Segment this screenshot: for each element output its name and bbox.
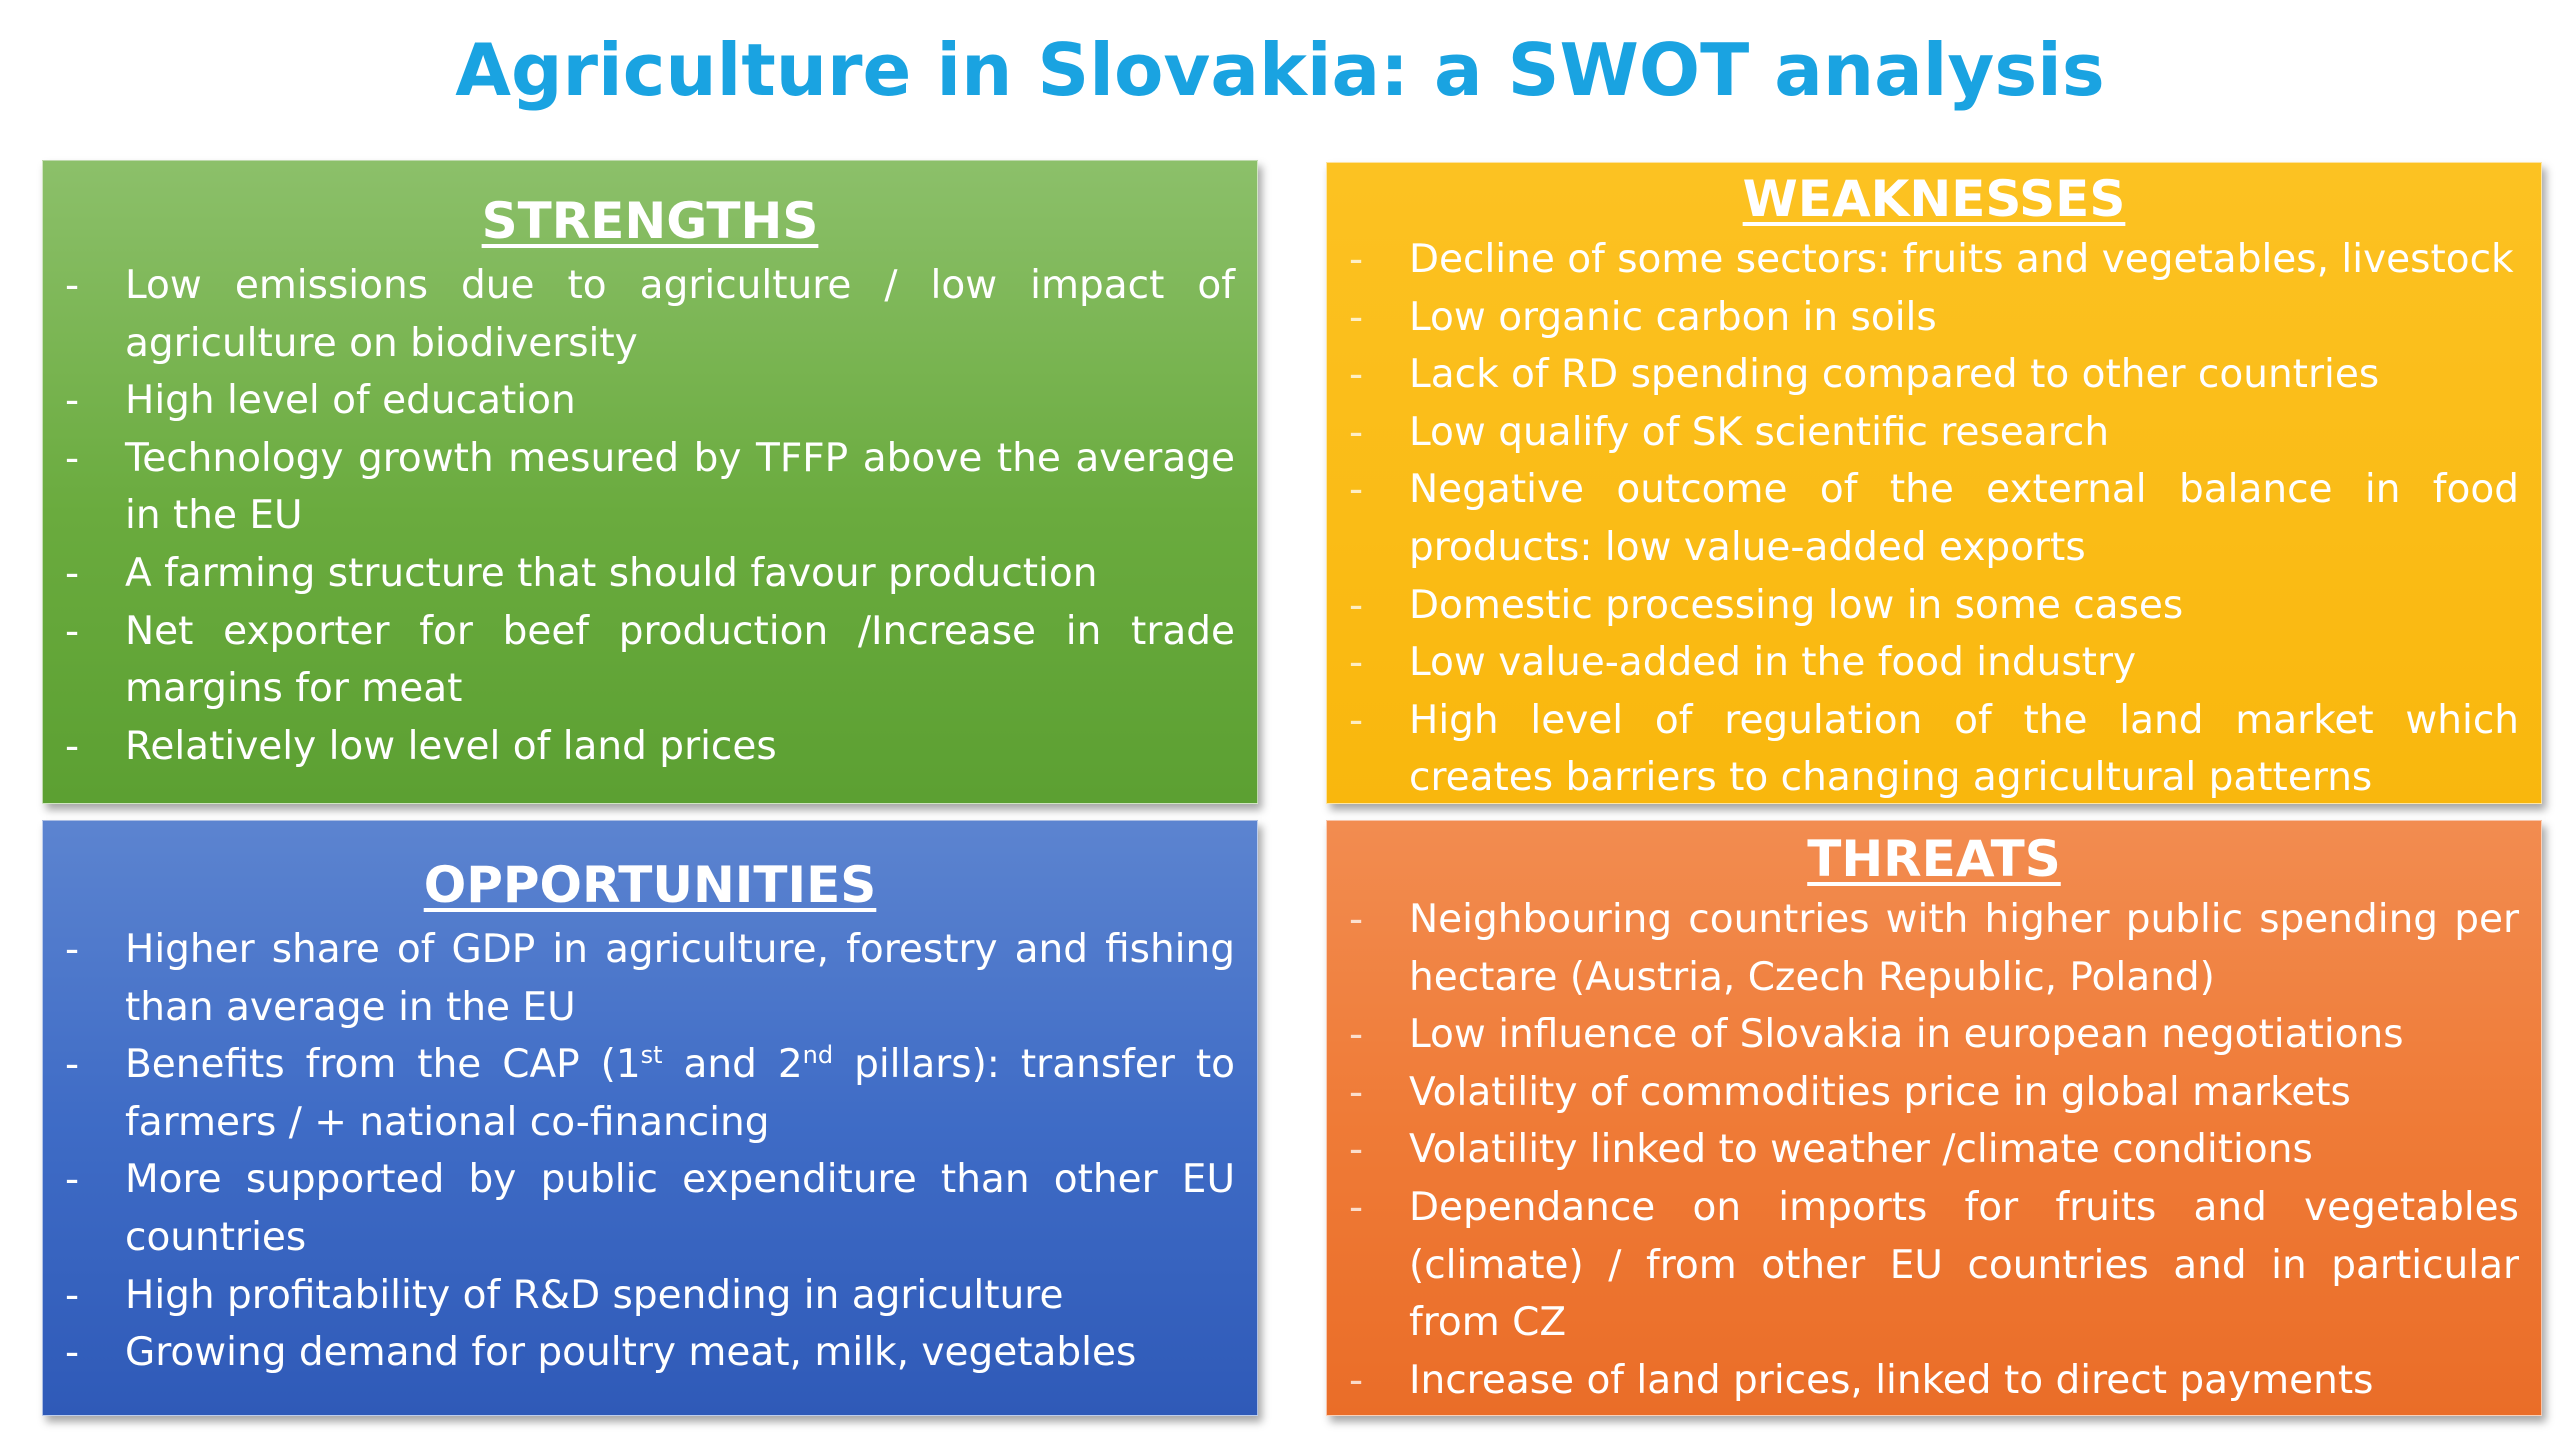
- bullet-dash: -: [1349, 237, 1364, 282]
- opportunities-heading: OPPORTUNITIES: [423, 856, 877, 914]
- strength-item-3: - Technology growth mesured by TFFP above the average in the EU: [65, 430, 1235, 545]
- weakness-item-4: - Low qualify of SK scientific research: [1349, 404, 2519, 462]
- strength-item-4: - A farming structure that should favour production: [65, 545, 1235, 603]
- opportunities-list: [43, 921, 1257, 1382]
- weakness-item-8: - High level of regulation of the land market which creates barriers to changing agricultural patterns: [1349, 692, 2519, 804]
- strengths-list: [43, 257, 1257, 775]
- weakness-item-2: - Low organic carbon in soils: [1349, 289, 2519, 347]
- bullet-dash: -: [65, 378, 80, 424]
- threat-item-1: - Neighbouring countries with higher public spending per hectare (Austria, Czech Republic, Poland): [1349, 891, 2519, 1006]
- bullet-dash: -: [65, 263, 80, 308]
- weakness-item-5: - Negative outcome of the external balance in food products: low value-added exports: [1349, 461, 2519, 576]
- ordinal-suffix: st: [640, 1041, 663, 1070]
- strengths-heading: STRENGTHS: [481, 192, 819, 250]
- threat-item-5: - Dependance on imports for fruits and vegetables (climate) / from other EU countries and in particular from CZ: [1349, 1179, 2519, 1352]
- weakness-item-3: - Lack of RD spending compared to other countries: [1349, 346, 2519, 404]
- bullet-dash: -: [1349, 1184, 1364, 1230]
- weakness-item-6: - Domestic processing low in some cases: [1349, 577, 2519, 635]
- opportunities-box: [42, 820, 1258, 1416]
- weaknesses-heading: WEAKNESSES: [1742, 170, 2126, 228]
- strength-item-6: - Relatively low level of land prices: [65, 718, 1235, 776]
- bullet-dash: -: [1349, 640, 1364, 686]
- ordinal-suffix: nd: [802, 1041, 834, 1070]
- threat-item-4: - Volatility linked to weather /climate conditions: [1349, 1121, 2519, 1179]
- strength-item-5: - Net exporter for beef production /Increase in trade margins for meat: [65, 603, 1235, 718]
- bullet-dash: -: [1349, 467, 1364, 513]
- bullet-dash: -: [65, 1042, 80, 1088]
- opportunity-item-3: - More supported by public expenditure than other EU countries: [65, 1151, 1235, 1266]
- bullet-dash: -: [65, 608, 80, 654]
- threat-item-2: - Low influence of Slovakia in european negotiations: [1349, 1006, 2519, 1064]
- bullet-dash: -: [1349, 1357, 1364, 1403]
- bullet-dash: -: [65, 435, 80, 481]
- weakness-item-7: - Low value-added in the food industry: [1349, 634, 2519, 692]
- bullet-dash: -: [1349, 352, 1364, 398]
- strength-item-2: - High level of education: [65, 372, 1235, 430]
- threats-heading: THREATS: [1807, 830, 2061, 888]
- bullet-dash: -: [1349, 582, 1364, 628]
- weakness-item-1: - Decline of some sectors: fruits and vegetables, livestock: [1349, 231, 2519, 289]
- bullet-dash: -: [1349, 697, 1364, 743]
- opportunity-item-2: - Benefits from the CAP (1st and 2nd pillars): transfer to farmers / + national co-financing: [65, 1036, 1235, 1151]
- bullet-dash: -: [1349, 1127, 1364, 1173]
- strength-item-1: - Low emissions due to agriculture / low impact of agriculture on biodiversity: [65, 257, 1235, 372]
- bullet-dash: -: [65, 1272, 80, 1318]
- opportunity-item-1: - Higher share of GDP in agriculture, forestry and fishing than average in the EU: [65, 921, 1235, 1036]
- weaknesses-list: [1327, 231, 2541, 804]
- bullet-dash: -: [1349, 897, 1364, 942]
- threats-box: [1326, 820, 2542, 1416]
- bullet-dash: -: [65, 1330, 80, 1376]
- bullet-dash: -: [1349, 409, 1364, 455]
- threat-item-6: - Increase of land prices, linked to direct payments: [1349, 1352, 2519, 1410]
- opportunity-item-5: - Growing demand for poultry meat, milk, vegetables: [65, 1324, 1235, 1382]
- page-title: Agriculture in Slovakia: a SWOT analysis: [455, 28, 2105, 112]
- weaknesses-box: [1326, 162, 2542, 804]
- strengths-box: [42, 160, 1258, 804]
- bullet-dash: -: [65, 1157, 80, 1203]
- bullet-dash: -: [1349, 1069, 1364, 1115]
- bullet-dash: -: [65, 550, 80, 596]
- bullet-dash: -: [65, 927, 80, 972]
- bullet-dash: -: [1349, 1012, 1364, 1058]
- bullet-dash: -: [65, 723, 80, 769]
- threats-list: [1327, 891, 2541, 1409]
- opportunity-item-4: - High profitability of R&D spending in agriculture: [65, 1267, 1235, 1325]
- bullet-dash: -: [1349, 294, 1364, 340]
- threat-item-3: - Volatility of commodities price in global markets: [1349, 1064, 2519, 1122]
